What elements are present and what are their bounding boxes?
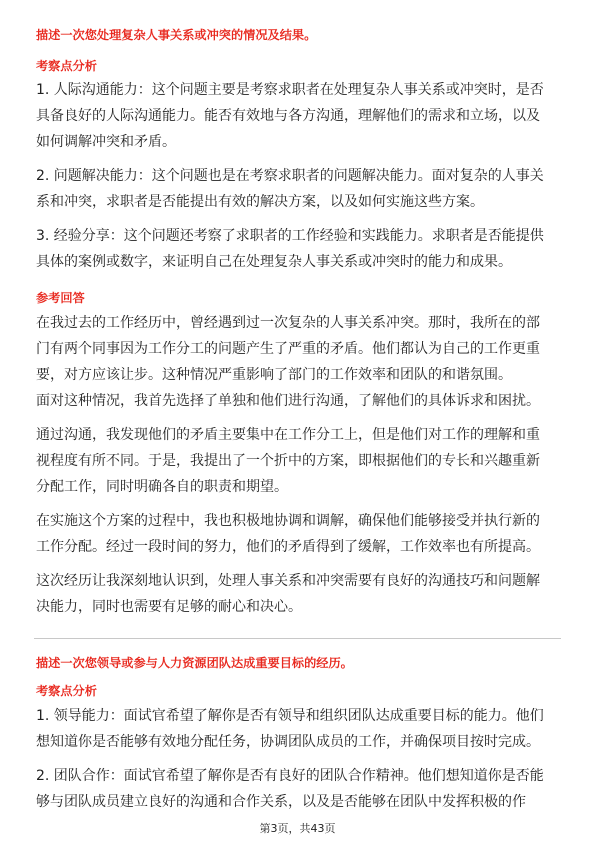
analysis-heading: 考察点分析 [36,684,97,698]
analysis-line: 想知道你是否能够有效地分配任务，协调团队成员的工作，并确保项目按时完成。 [36,734,540,750]
analysis-line: 系和冲突，求职者是否能提出有效的解决方案，以及如何实施这些方案。 [36,194,484,210]
analysis-line: 具体的案例或数字，来证明自己在处理复杂人事关系或冲突时的能力和成果。 [36,254,512,270]
analysis-line: 2. 问题解决能力：这个问题也是在考察求职者的问题解决能力。面对复杂的人事关 [36,168,544,184]
analysis-line: 具备良好的人际沟通能力。能否有效地与各方沟通，理解他们的需求和立场，以及 [36,108,540,124]
analysis-line: 1. 领导能力：面试官希望了解你是否有领导和组织团队达成重要目标的能力。他们 [36,708,544,724]
page-number: 第3页，共43页 [259,822,336,835]
answer-line: 视程度有所不同。于是，我提出了一个折中的方案，即根据他们的专长和兴趣重新 [36,453,540,469]
section-divider [34,638,561,639]
answer-line: 在实施这个方案的过程中，我也积极地协调和调解，确保他们能够接受并执行新的 [36,513,540,529]
answer-line: 面对这种情况，我首先选择了单独和他们进行沟通，了解他们的具体诉求和困扰。 [36,393,540,409]
analysis-line: 够与团队成员建立良好的沟通和合作关系，以及是否能够在团队中发挥积极的作 [36,794,526,810]
question-title: 描述一次您处理复杂人事关系或冲突的情况及结果。 [36,28,317,42]
analysis-line: 1. 人际沟通能力：这个问题主要是考察求职者在处理复杂人事关系或冲突时，是否 [36,82,544,98]
question-title: 描述一次您领导或参与人力资源团队达成重要目标的经历。 [36,656,353,670]
answer-line: 门有两个同事因为工作分工的问题产生了严重的矛盾。他们都认为自己的工作更重 [36,341,540,357]
answer-line: 分配工作，同时明确各自的职责和期望。 [36,479,288,495]
answer-heading: 参考回答 [36,291,85,305]
answer-line: 工作分配。经过一段时间的努力，他们的矛盾得到了缓解，工作效率也有所提高。 [36,539,540,555]
analysis-line: 3. 经验分享：这个问题还考察了求职者的工作经验和实践能力。求职者是否能提供 [36,228,544,244]
answer-line: 在我过去的工作经历中，曾经遇到过一次复杂的人事关系冲突。那时，我所在的部 [36,315,540,331]
analysis-line: 如何调解冲突和矛盾。 [36,134,176,150]
answer-line: 通过沟通，我发现他们的矛盾主要集中在工作分工上，但是他们对工作的理解和重 [36,427,540,443]
answer-line: 要，对方应该让步。这种情况严重影响了部门的工作效率和团队的和谐氛围。 [36,367,512,383]
answer-line: 这次经历让我深刻地认识到，处理人事关系和冲突需要有良好的沟通技巧和问题解 [36,573,540,589]
answer-line: 决能力，同时也需要有足够的耐心和决心。 [36,599,302,615]
analysis-heading: 考察点分析 [36,59,97,73]
analysis-line: 2. 团队合作：面试官希望了解你是否有良好的团队合作精神。他们想知道你是否能 [36,768,544,784]
